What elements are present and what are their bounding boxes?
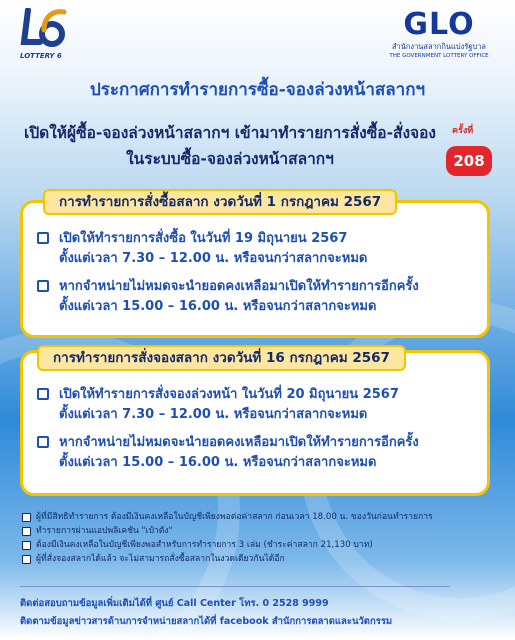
- glo-thai-name: สำนักงานสลากกินแบ่งรัฐบาล: [391, 42, 487, 51]
- intro-line-2: ในระบบซื้อ-จองล่วงหน้าสลากฯ: [126, 150, 334, 168]
- note-item: [22, 538, 502, 552]
- intro-text: [20, 120, 440, 172]
- checkbox-icon: [22, 513, 31, 522]
- intro-line-1: เปิดให้ผู้ซื้อ-จองล่วงหน้าสลากฯ เข้ามาทำรายการสั่งซื้อ-สั่งจอง: [24, 124, 436, 142]
- reservation-item-1-line-2: ตั้งแต่เวลา 7.30 – 12.00 น. หรือจนกว่าสลากจะหมด: [59, 407, 368, 422]
- purchase-section-title: การทำรายการสั่งซื้อสลาก งวดวันที่ 1 กรกฎาคม 2567: [43, 189, 397, 215]
- glo-english-name: THE GOVERNMENT LOTTERY OFFICE: [389, 53, 489, 59]
- note-text: ผู้ที่สั่งจองสลากได้แล้ว จะไม่สามารถสั่งซื้อสลากในงวดเดียวกันได้อีก: [36, 554, 285, 564]
- reservation-item-2-line-1: หากจำหน่ายไม่หมดจะนำยอดคงเหลือมาเปิดให้ทำรายการอีกครั้ง: [59, 435, 419, 450]
- note-item: [22, 524, 502, 538]
- reservation-section-title: การทำรายการสั่งจองสลาก งวดวันที่ 16 กรกฎาคม 2567: [37, 345, 406, 371]
- footer-divider: [20, 586, 450, 587]
- lottery6-logo: [12, 8, 82, 66]
- contact-facebook: ติดตามข้อมูลข่าวสารด้านการจำหน่ายสลากได้ที่ facebook สำนักการตลาดและนวัตกรรม: [20, 616, 393, 627]
- page-title: ประกาศการทำรายการซื้อ-จองล่วงหน้าสลากฯ: [89, 80, 426, 100]
- glo-wordmark: [379, 8, 499, 42]
- checkbox-icon: [37, 436, 49, 448]
- round-label: ครั้งที่: [452, 126, 474, 136]
- checkbox-icon: [37, 388, 49, 400]
- purchase-item-2-line-2: ตั้งแต่เวลา 15.00 – 16.00 น. หรือจนกว่าสลากจะหมด: [59, 299, 377, 314]
- reservation-item-1-line-1: เปิดให้ทำรายการสั่งจองล่วงหน้า ในวันที่ 20 มิถุนายน 2567: [59, 387, 399, 402]
- purchase-item-1: [37, 229, 477, 269]
- contact-call-center: ติดต่อสอบถามข้อมูลเพิ่มเติมได้ที่ ศูนย์ Call Center โทร. 0 2528 9999: [20, 598, 329, 609]
- purchase-section-card: [20, 194, 490, 338]
- lottery6-logo-mark: [18, 8, 70, 52]
- note-text: ทำรายการผ่านแอปพลิเคชัน "เป๋าตัง": [36, 526, 173, 536]
- purchase-item-1-line-1: เปิดให้ทำรายการสั่งซื้อ ในวันที่ 19 มิถุนายน 2567: [59, 231, 348, 246]
- note-text: ผู้ที่มีสิทธิทำรายการ ต้องมีเงินคงเหลือในบัญชีเพียงพอต่อค่าสลาก ก่อนเวลา 18.00 น. ของวันก่อนทำรายการ: [36, 512, 433, 522]
- reservation-item-2-line-2: ตั้งแต่เวลา 15.00 – 16.00 น. หรือจนกว่าสลากจะหมด: [59, 455, 377, 470]
- purchase-item-2: [37, 277, 477, 317]
- note-item: [22, 510, 502, 524]
- checkbox-icon: [22, 527, 31, 536]
- round-number-badge: 208: [446, 146, 492, 176]
- notes-list: [22, 510, 502, 566]
- reservation-section-card: [20, 350, 490, 496]
- note-item: [22, 552, 502, 566]
- checkbox-icon: [22, 541, 31, 550]
- reservation-item-1: [37, 385, 477, 425]
- checkbox-icon: [37, 232, 49, 244]
- reservation-item-2: [37, 433, 477, 473]
- checkbox-icon: [22, 555, 31, 564]
- purchase-item-1-line-2: ตั้งแต่เวลา 7.30 – 12.00 น. หรือจนกว่าสลากจะหมด: [59, 251, 368, 266]
- lottery6-caption: LOTTERY 6: [20, 52, 62, 60]
- glo-logo: [379, 8, 499, 66]
- note-text: ต้องมีเงินคงเหลือในบัญชีเพียงพอสำหรับการทำรายการ 3 เล่ม (ชำระค่าสลาก 21,130 บาท): [36, 540, 373, 550]
- purchase-item-2-line-1: หากจำหน่ายไม่หมดจะนำยอดคงเหลือมาเปิดให้ทำรายการอีกครั้ง: [59, 279, 419, 294]
- glo-wordmark-text: GLO: [403, 7, 475, 42]
- checkbox-icon: [37, 280, 49, 292]
